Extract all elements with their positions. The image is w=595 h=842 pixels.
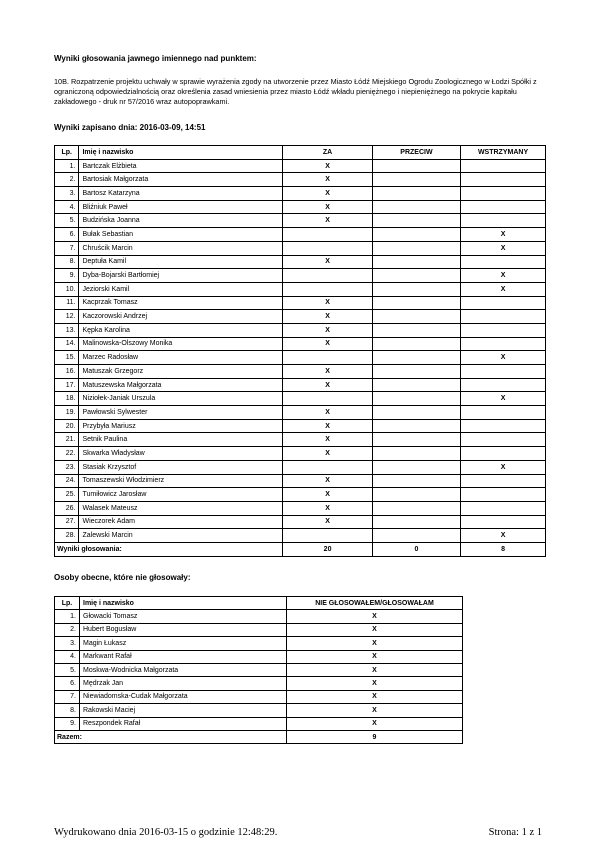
- vote-przeciw-mark: [372, 187, 460, 201]
- table-row: [55, 419, 546, 433]
- vote-wstrzymany-mark: [461, 501, 546, 515]
- vote-wstrzymany-mark: X: [461, 241, 546, 255]
- vote-wstrzymany-mark: [461, 488, 546, 502]
- vote-za-mark: X: [283, 501, 372, 515]
- not-voted-mark: X: [287, 690, 463, 703]
- row-number: 18.: [55, 392, 79, 406]
- vote-za-mark: X: [283, 200, 372, 214]
- row-number: 7.: [55, 241, 79, 255]
- councillor-name: Stasiak Krzysztof: [79, 460, 283, 474]
- councillor-name: Matuszak Grzegorz: [79, 365, 283, 379]
- header-lp: Lp.: [55, 146, 79, 160]
- councillor-name: Bartosiak Małgorzata: [79, 173, 283, 187]
- councillor-name: Tumiłowicz Jarosław: [79, 488, 283, 502]
- councillor-name: Reszpondek Rafał: [80, 717, 287, 730]
- table-row: [55, 637, 463, 650]
- present-not-voting-table: [54, 596, 463, 744]
- table-row: [55, 200, 546, 214]
- header-name: Imię i nazwisko: [80, 597, 287, 610]
- vote-przeciw-mark: [372, 214, 460, 228]
- totals-row: [55, 730, 463, 743]
- vote-przeciw-mark: [372, 296, 460, 310]
- vote-wstrzymany-mark: [461, 447, 546, 461]
- vote-za-mark: X: [283, 323, 372, 337]
- vote-przeciw-mark: [372, 310, 460, 324]
- row-number: 26.: [55, 501, 79, 515]
- not-voted-mark: X: [287, 677, 463, 690]
- councillor-name: Mędrzak Jan: [80, 677, 287, 690]
- councillor-name: Walasek Mateusz: [79, 501, 283, 515]
- present-table-body: [55, 610, 463, 744]
- table-row: [55, 323, 546, 337]
- table-row: [55, 228, 546, 242]
- vote-za-mark: [283, 241, 372, 255]
- councillor-name: Pawłowski Sylwester: [79, 406, 283, 420]
- row-number: 14.: [55, 337, 79, 351]
- vote-przeciw-mark: [372, 351, 460, 365]
- councillor-name: Jeziorski Kamil: [79, 282, 283, 296]
- row-number: 10.: [55, 282, 79, 296]
- table-row: [55, 392, 546, 406]
- printed-timestamp: Wydrukowano dnia 2016-03-15 o godzinie 12:48:29.: [54, 827, 278, 838]
- vote-wstrzymany-mark: [461, 419, 546, 433]
- table-row: [55, 501, 546, 515]
- vote-przeciw-mark: [372, 419, 460, 433]
- vote-table-header-row: [55, 146, 546, 160]
- vote-przeciw-mark: [372, 378, 460, 392]
- row-number: 4.: [55, 650, 80, 663]
- vote-wstrzymany-mark: X: [461, 351, 546, 365]
- councillor-name: Chruścik Marcin: [79, 241, 283, 255]
- table-row: [55, 406, 546, 420]
- table-row: [55, 173, 546, 187]
- councillor-name: Rakowski Maciej: [80, 704, 287, 717]
- vote-za-mark: X: [283, 173, 372, 187]
- row-number: 5.: [55, 214, 79, 228]
- vote-przeciw-mark: [372, 323, 460, 337]
- vote-przeciw-mark: [372, 488, 460, 502]
- vote-za-mark: [283, 228, 372, 242]
- not-voted-mark: X: [287, 663, 463, 676]
- header-wstrzymany: WSTRZYMANY: [461, 146, 546, 160]
- vote-przeciw-mark: [372, 173, 460, 187]
- table-row: [55, 351, 546, 365]
- vote-za-mark: X: [283, 406, 372, 420]
- vote-przeciw-mark: [372, 282, 460, 296]
- vote-table-body: [55, 159, 546, 556]
- table-row: [55, 310, 546, 324]
- vote-za-mark: X: [283, 365, 372, 379]
- row-number: 7.: [55, 690, 80, 703]
- row-number: 25.: [55, 488, 79, 502]
- vote-wstrzymany-mark: [461, 159, 546, 173]
- row-number: 13.: [55, 323, 79, 337]
- councillor-name: Marzec Radosław: [79, 351, 283, 365]
- row-number: 5.: [55, 663, 80, 676]
- header-not-voted: NIE GŁOSOWAŁEM/GŁOSOWAŁAM: [287, 597, 463, 610]
- vote-wstrzymany-mark: [461, 187, 546, 201]
- vote-wstrzymany-mark: X: [461, 282, 546, 296]
- table-row: [55, 187, 546, 201]
- councillor-name: Niziołek-Janiak Urszula: [79, 392, 283, 406]
- table-row: [55, 515, 546, 529]
- councillor-name: Setnik Paulina: [79, 433, 283, 447]
- councillor-name: Moskwa-Wodnicka Małgorzata: [80, 663, 287, 676]
- vote-wstrzymany-mark: [461, 323, 546, 337]
- row-number: 3.: [55, 637, 80, 650]
- row-number: 11.: [55, 296, 79, 310]
- vote-wstrzymany-mark: X: [461, 392, 546, 406]
- councillor-name: Dyba-Bojarski Bartłomiej: [79, 269, 283, 283]
- table-row: [55, 488, 546, 502]
- vote-za-mark: [283, 351, 372, 365]
- table-row: [55, 269, 546, 283]
- table-row: [55, 433, 546, 447]
- vote-wstrzymany-mark: [461, 200, 546, 214]
- row-number: 6.: [55, 228, 79, 242]
- vote-za-mark: [283, 392, 372, 406]
- vote-za-mark: X: [283, 296, 372, 310]
- vote-przeciw-mark: [372, 501, 460, 515]
- table-row: [55, 623, 463, 636]
- total-not-voted: 9: [287, 730, 463, 743]
- row-number: 6.: [55, 677, 80, 690]
- councillor-name: Niewiadomska-Cudak Małgorzata: [80, 690, 287, 703]
- vote-przeciw-mark: [372, 529, 460, 543]
- row-number: 19.: [55, 406, 79, 420]
- recorded-timestamp: Wyniki zapisano dnia: 2016-03-09, 14:51: [54, 123, 206, 132]
- table-row: [55, 296, 546, 310]
- vote-przeciw-mark: [372, 255, 460, 269]
- row-number: 22.: [55, 447, 79, 461]
- not-voted-mark: X: [287, 717, 463, 730]
- vote-wstrzymany-mark: [461, 296, 546, 310]
- councillor-name: Skwarka Władysław: [79, 447, 283, 461]
- councillor-name: Tomaszewski Włodzimierz: [79, 474, 283, 488]
- table-row: [55, 337, 546, 351]
- vote-przeciw-mark: [372, 460, 460, 474]
- header-za: ZA: [283, 146, 372, 160]
- row-number: 1.: [55, 159, 79, 173]
- vote-przeciw-mark: [372, 269, 460, 283]
- row-number: 15.: [55, 351, 79, 365]
- document-heading: Wyniki głosowania jawnego imiennego nad punktem:: [54, 54, 257, 63]
- total-za: 20: [283, 542, 372, 556]
- row-number: 3.: [55, 187, 79, 201]
- row-number: 20.: [55, 419, 79, 433]
- councillor-name: Markwant Rafał: [80, 650, 287, 663]
- vote-za-mark: X: [283, 159, 372, 173]
- table-row: [55, 241, 546, 255]
- row-number: 8.: [55, 704, 80, 717]
- vote-za-mark: X: [283, 447, 372, 461]
- row-number: 2.: [55, 173, 79, 187]
- vote-przeciw-mark: [372, 392, 460, 406]
- table-row: [55, 690, 463, 703]
- table-row: [55, 663, 463, 676]
- not-voted-mark: X: [287, 704, 463, 717]
- councillor-name: Przybyła Mariusz: [79, 419, 283, 433]
- table-row: [55, 704, 463, 717]
- row-number: 21.: [55, 433, 79, 447]
- vote-wstrzymany-mark: [461, 433, 546, 447]
- row-number: 28.: [55, 529, 79, 543]
- vote-za-mark: X: [283, 214, 372, 228]
- vote-za-mark: X: [283, 310, 372, 324]
- vote-przeciw-mark: [372, 515, 460, 529]
- not-voted-mark: X: [287, 623, 463, 636]
- councillor-name: Bułak Sebastian: [79, 228, 283, 242]
- vote-wstrzymany-mark: [461, 255, 546, 269]
- agenda-item-description: 10B. Rozpatrzenie projektu uchwały w sprawie wyrażenia zgody na utworzenie przez Miasto Łódź Miejskiego Ogrodu Zoologicznego w Łodzi Spółki z ograniczoną odpowiedzialnością oraz określenia zasad wniesienia przez miasto Łódź wkładu pieniężnego i niepieniężnego na pokrycie kapitału zakładowego - druk nr 57/2016 wraz autopoprawkami.: [54, 77, 537, 106]
- page-number: Strona: 1 z 1: [488, 827, 542, 838]
- row-number: 12.: [55, 310, 79, 324]
- total-wstrzymany: 8: [461, 542, 546, 556]
- councillor-name: Matuszewska Małgorzata: [79, 378, 283, 392]
- vote-results-table: [54, 145, 546, 557]
- vote-wstrzymany-mark: [461, 378, 546, 392]
- vote-za-mark: X: [283, 419, 372, 433]
- table-row: [55, 717, 463, 730]
- totals-row: [55, 542, 546, 556]
- vote-za-mark: X: [283, 255, 372, 269]
- table-row: [55, 214, 546, 228]
- councillor-name: Zalewski Marcin: [79, 529, 283, 543]
- vote-wstrzymany-mark: X: [461, 529, 546, 543]
- header-name: Imię i nazwisko: [79, 146, 283, 160]
- present-not-voting-heading: Osoby obecne, które nie głosowały:: [54, 573, 191, 582]
- total-przeciw: 0: [372, 542, 460, 556]
- vote-przeciw-mark: [372, 159, 460, 173]
- table-row: [55, 447, 546, 461]
- not-voted-mark: X: [287, 637, 463, 650]
- vote-przeciw-mark: [372, 365, 460, 379]
- councillor-name: Budzińska Joanna: [79, 214, 283, 228]
- vote-przeciw-mark: [372, 406, 460, 420]
- table-row: [55, 650, 463, 663]
- row-number: 9.: [55, 269, 79, 283]
- vote-wstrzymany-mark: [461, 365, 546, 379]
- row-number: 16.: [55, 365, 79, 379]
- vote-wstrzymany-mark: [461, 515, 546, 529]
- row-number: 9.: [55, 717, 80, 730]
- present-table-header-row: [55, 597, 463, 610]
- vote-wstrzymany-mark: [461, 406, 546, 420]
- vote-przeciw-mark: [372, 447, 460, 461]
- councillor-name: Bartosz Katarzyna: [79, 187, 283, 201]
- header-lp: Lp.: [55, 597, 80, 610]
- vote-za-mark: X: [283, 433, 372, 447]
- row-number: 27.: [55, 515, 79, 529]
- row-number: 17.: [55, 378, 79, 392]
- vote-przeciw-mark: [372, 228, 460, 242]
- vote-za-mark: [283, 282, 372, 296]
- vote-przeciw-mark: [372, 474, 460, 488]
- vote-wstrzymany-mark: X: [461, 228, 546, 242]
- vote-za-mark: X: [283, 378, 372, 392]
- table-row: [55, 255, 546, 269]
- vote-za-mark: X: [283, 474, 372, 488]
- vote-wstrzymany-mark: [461, 337, 546, 351]
- vote-wstrzymany-mark: X: [461, 269, 546, 283]
- councillor-name: Malinowska-Olszowy Monika: [79, 337, 283, 351]
- row-number: 23.: [55, 460, 79, 474]
- table-row: [55, 610, 463, 623]
- vote-przeciw-mark: [372, 337, 460, 351]
- totals-label: Razem:: [55, 730, 287, 743]
- row-number: 2.: [55, 623, 80, 636]
- councillor-name: Głowacki Tomasz: [80, 610, 287, 623]
- table-row: [55, 460, 546, 474]
- councillor-name: Magin Łukasz: [80, 637, 287, 650]
- councillor-name: Kacprzak Tomasz: [79, 296, 283, 310]
- not-voted-mark: X: [287, 610, 463, 623]
- vote-wstrzymany-mark: [461, 310, 546, 324]
- table-row: [55, 159, 546, 173]
- councillor-name: Hubert Bogusław: [80, 623, 287, 636]
- table-row: [55, 282, 546, 296]
- vote-wstrzymany-mark: [461, 474, 546, 488]
- vote-wstrzymany-mark: [461, 214, 546, 228]
- vote-za-mark: [283, 269, 372, 283]
- not-voted-mark: X: [287, 650, 463, 663]
- table-row: [55, 378, 546, 392]
- row-number: 24.: [55, 474, 79, 488]
- councillor-name: Bliźniuk Paweł: [79, 200, 283, 214]
- vote-za-mark: X: [283, 515, 372, 529]
- totals-label: Wyniki głosowania:: [55, 542, 283, 556]
- table-row: [55, 677, 463, 690]
- councillor-name: Bartczak Elżbieta: [79, 159, 283, 173]
- councillor-name: Kaczorowski Andrzej: [79, 310, 283, 324]
- vote-za-mark: X: [283, 187, 372, 201]
- row-number: 4.: [55, 200, 79, 214]
- vote-wstrzymany-mark: X: [461, 460, 546, 474]
- councillor-name: Kępka Karolina: [79, 323, 283, 337]
- table-row: [55, 529, 546, 543]
- vote-przeciw-mark: [372, 200, 460, 214]
- vote-przeciw-mark: [372, 433, 460, 447]
- table-row: [55, 474, 546, 488]
- vote-za-mark: [283, 460, 372, 474]
- councillor-name: Deptuła Kamil: [79, 255, 283, 269]
- vote-przeciw-mark: [372, 241, 460, 255]
- vote-wstrzymany-mark: [461, 173, 546, 187]
- row-number: 1.: [55, 610, 80, 623]
- header-przeciw: PRZECIW: [372, 146, 460, 160]
- vote-za-mark: X: [283, 488, 372, 502]
- councillor-name: Wieczorek Adam: [79, 515, 283, 529]
- row-number: 8.: [55, 255, 79, 269]
- table-row: [55, 365, 546, 379]
- vote-za-mark: X: [283, 337, 372, 351]
- vote-za-mark: [283, 529, 372, 543]
